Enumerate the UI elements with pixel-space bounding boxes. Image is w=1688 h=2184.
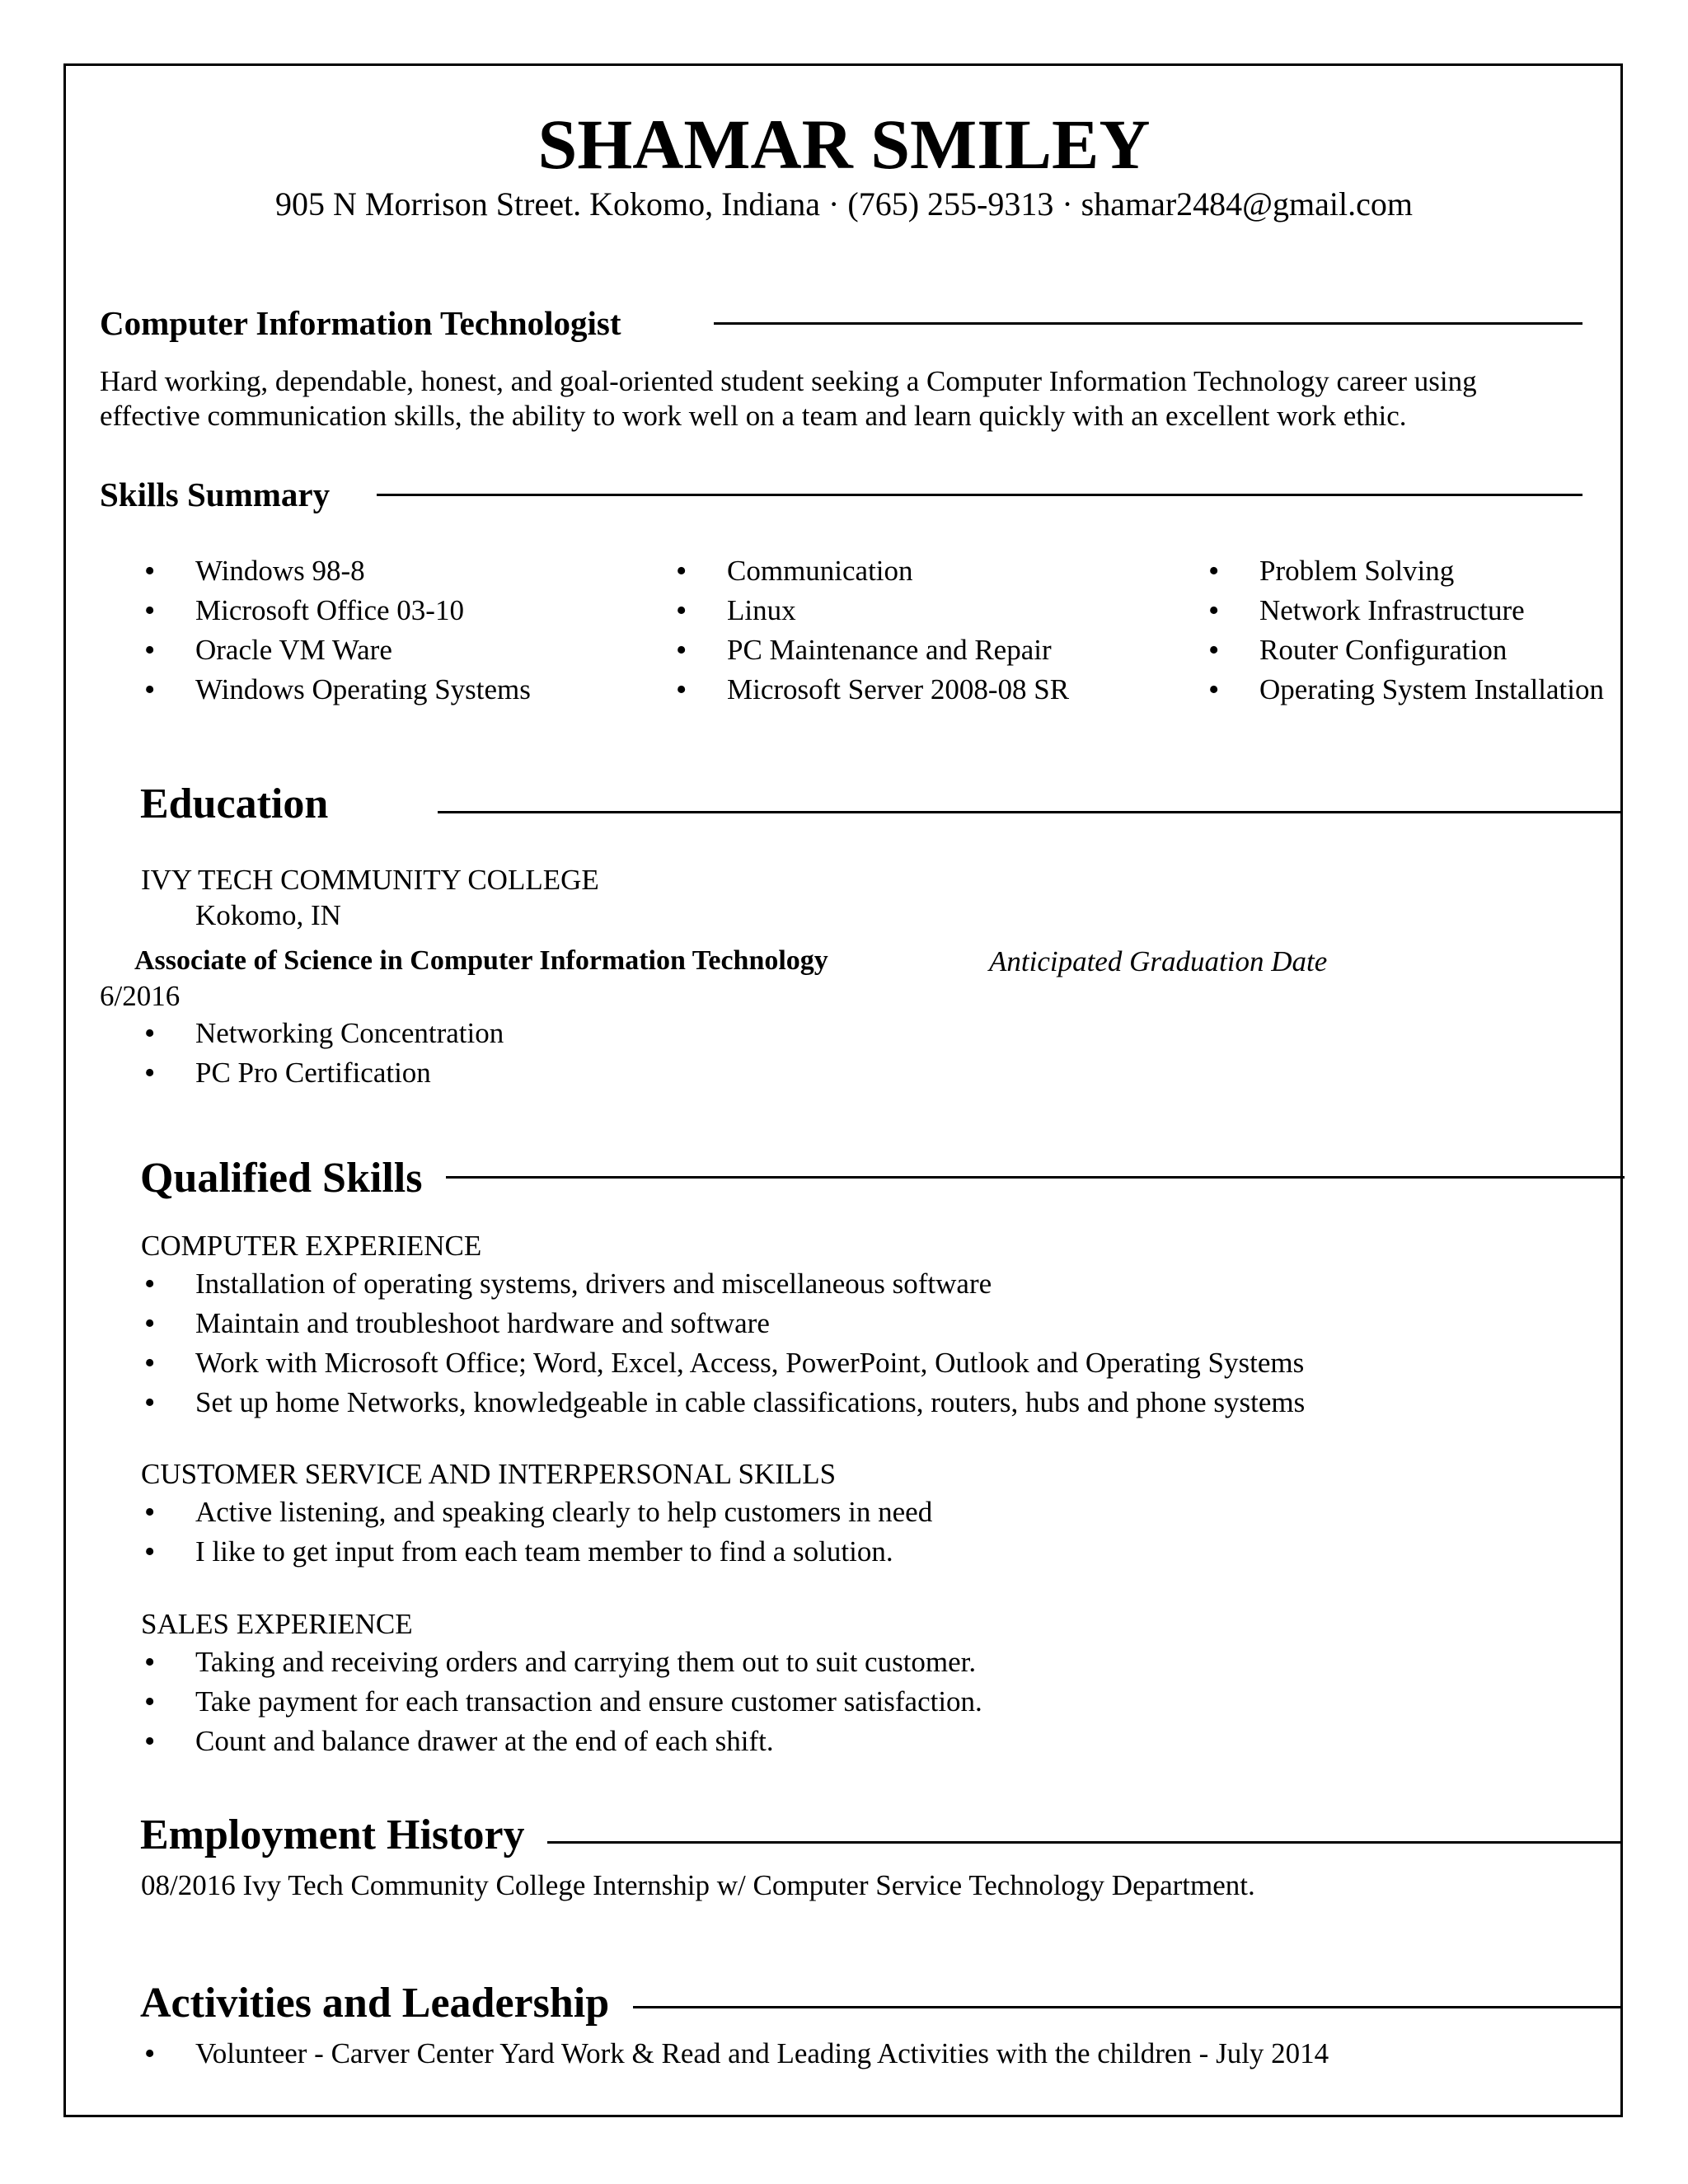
list-item: • Microsoft Office 03-10 xyxy=(141,591,531,630)
contact-line: 905 N Morrison Street. Kokomo, Indiana · (765) 255-9313 · shamar2484@gmail.com xyxy=(275,185,1413,223)
skills-column-2 xyxy=(673,551,1069,710)
group-heading: COMPUTER EXPERIENCE xyxy=(141,1230,482,1262)
education-title: Education xyxy=(140,780,329,827)
list-item: • Network Infrastructure xyxy=(1205,591,1604,630)
computer-experience-list xyxy=(141,1264,1305,1422)
sales-experience-list xyxy=(141,1643,982,1761)
list-item: • Microsoft Server 2008-08 SR xyxy=(673,670,1069,710)
education-list xyxy=(141,1014,504,1093)
list-item: • Networking Concentration xyxy=(141,1014,504,1053)
skills-column-3 xyxy=(1205,551,1604,710)
employment-title: Employment History xyxy=(140,1811,525,1858)
list-item: • Router Configuration xyxy=(1205,630,1604,670)
list-item: • Work with Microsoft Office; Word, Excel, Access, PowerPoint, Outlook and Operating Systems xyxy=(141,1343,1305,1383)
school-location: Kokomo, IN xyxy=(195,899,341,931)
activities-list xyxy=(141,2034,1329,2074)
school-name: IVY TECH COMMUNITY COLLEGE xyxy=(141,864,599,896)
customer-service-list xyxy=(141,1493,932,1572)
graduation-date: 6/2016 xyxy=(100,980,181,1012)
list-item: • Active listening, and speaking clearly to help customers in need xyxy=(141,1493,932,1532)
list-item: • Linux xyxy=(673,591,1069,630)
employment-rule xyxy=(547,1841,1622,1844)
list-item: • Maintain and troubleshoot hardware and software xyxy=(141,1304,1305,1343)
list-item: • Volunteer - Carver Center Yard Work & Read and Leading Activities with the children - July 2014 xyxy=(141,2034,1329,2074)
group-heading: CUSTOMER SERVICE AND INTERPERSONAL SKILLS xyxy=(141,1458,837,1490)
list-item: • Take payment for each transaction and ensure customer satisfaction. xyxy=(141,1682,982,1722)
group-heading: SALES EXPERIENCE xyxy=(141,1608,413,1640)
list-item: • Taking and receiving orders and carrying them out to suit customer. xyxy=(141,1643,982,1682)
skills-column-1 xyxy=(141,551,531,710)
skills-summary-rule xyxy=(377,494,1582,496)
list-item: • Operating System Installation xyxy=(1205,670,1604,710)
list-item: • Oracle VM Ware xyxy=(141,630,531,670)
list-item: • Windows 98-8 xyxy=(141,551,531,591)
graduation-label: Anticipated Graduation Date xyxy=(989,945,1328,977)
objective-text: Hard working, dependable, honest, and goal-oriented student seeking a Computer Information Technology career using effective communication skills, the ability to work well on a team and learn quickly with an excellent work ethic. xyxy=(100,365,1477,432)
skills-summary-title: Skills Summary xyxy=(100,476,331,513)
objective-rule xyxy=(714,322,1582,325)
list-item: • I like to get input from each team member to find a solution. xyxy=(141,1532,932,1572)
list-item: • Problem Solving xyxy=(1205,551,1604,591)
list-item: • PC Maintenance and Repair xyxy=(673,630,1069,670)
list-item: • Windows Operating Systems xyxy=(141,670,531,710)
list-item: • Installation of operating systems, drivers and miscellaneous software xyxy=(141,1264,1305,1304)
activities-rule xyxy=(633,2006,1622,2008)
qualified-skills-title: Qualified Skills xyxy=(140,1155,423,1202)
list-item: • Communication xyxy=(673,551,1069,591)
list-item: • Set up home Networks, knowledgeable in cable classifications, routers, hubs and phone systems xyxy=(141,1383,1305,1422)
list-item: • Count and balance drawer at the end of each shift. xyxy=(141,1722,982,1761)
activities-title: Activities and Leadership xyxy=(140,1980,610,2027)
list-item: • PC Pro Certification xyxy=(141,1053,504,1093)
qualified-skills-rule xyxy=(446,1176,1625,1179)
employment-entry: 08/2016 Ivy Tech Community College Internship w/ Computer Service Technology Department. xyxy=(141,1869,1255,1901)
resume-name: SHAMAR SMILEY xyxy=(537,105,1151,184)
objective-title: Computer Information Technologist xyxy=(100,304,621,342)
education-rule xyxy=(438,811,1623,813)
degree-name: Associate of Science in Computer Information Technology xyxy=(134,945,828,976)
